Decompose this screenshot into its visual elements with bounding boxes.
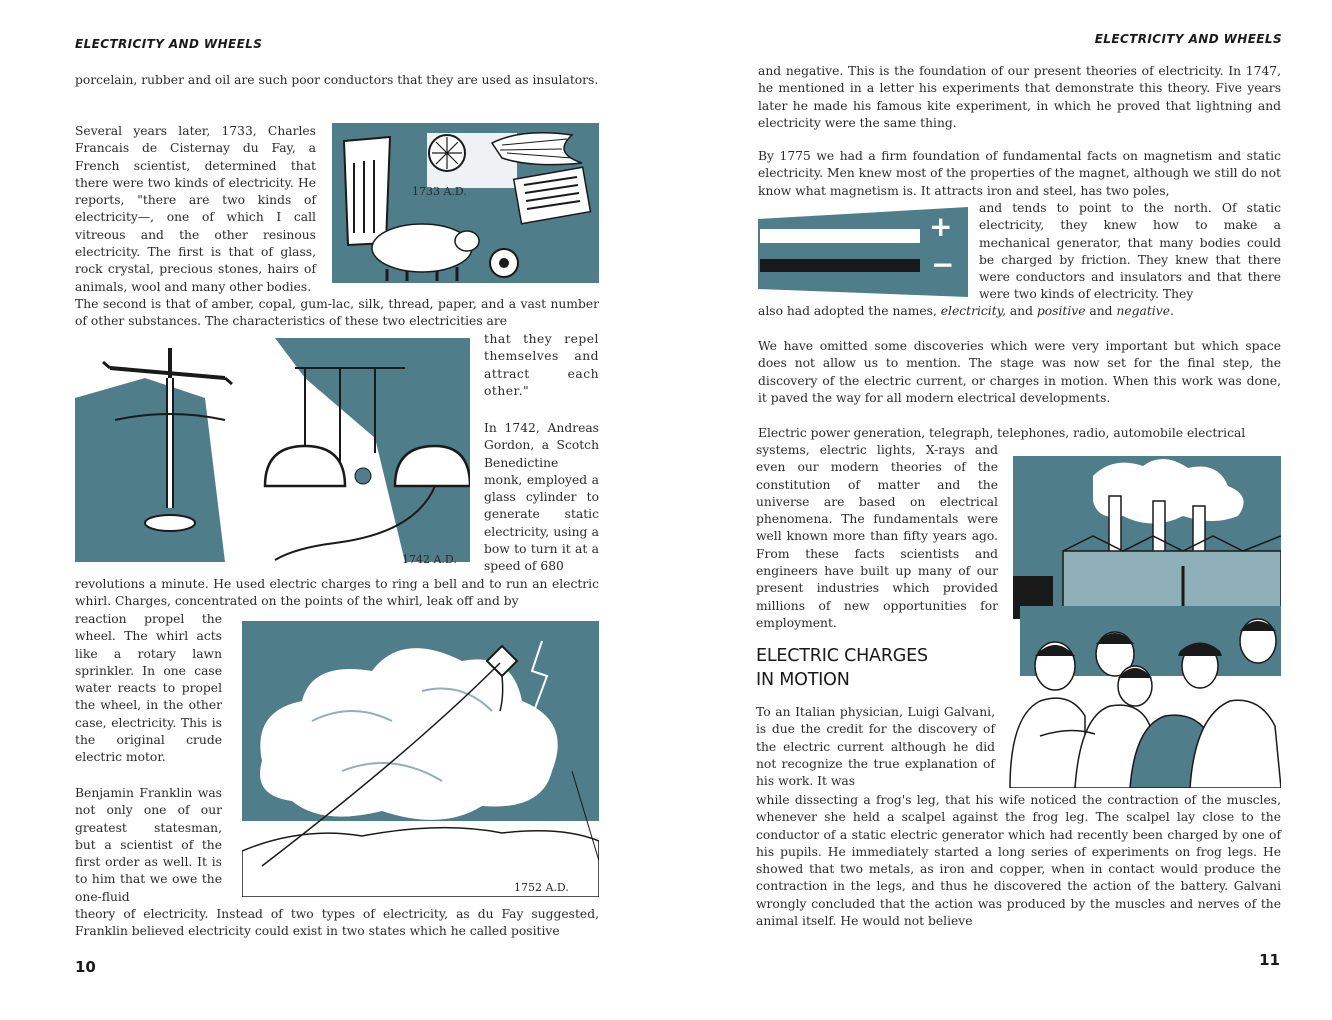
minus-sign: − [931,248,955,281]
right-paragraph-galvani: To an Italian physician, Luigi Galvani, is due the credit for the discovery of the electric current although he did not recognize the true explanation of his work. It was [756,705,995,789]
plus-sign: + [929,210,953,243]
right-paragraph-2-cont: and tends to point to the north. Of static electricity, they knew how to make a mechanical generator, that many bodies could be charged by friction. They knew that there were conductors and insulators and that there were two kinds of electricity. They [979,201,1281,302]
illustration-scientists [1000,606,1281,788]
illustration-factory [1013,456,1281,619]
page-number-left: 10 [75,958,96,976]
running-head-left: ELECTRICITY AND WHEELS [75,37,263,51]
illustration-1733 [332,123,599,283]
page-number-right: 11 [1259,951,1280,969]
caption-1752: 1752 A.D. [514,881,569,894]
right-paragraph-3: We have omitted some discoveries which were very important but which space does not allow us to mention. The stage was now set for the final step, the discovery of the electric current, or charges in motion. When this work was done, it paved the way for all modern electrical developments. [758,339,1281,405]
caption-1733: 1733 A.D. [412,185,467,198]
caption-1742: 1742 A.D. [402,553,457,566]
left-paragraph-franklin: Benjamin Franklin was not only one of our greatest statesman, but a scientist of the first order as well. It is to him that we owe the one-fluid [75,786,222,904]
illustration-1742 [75,338,470,562]
running-head-right: ELECTRICITY AND WHEELS [1094,32,1282,46]
illustration-1752 [242,621,599,897]
right-paragraph-4-cont: systems, electric lights, X-rays and even our modern theories of the constitution of matter and the universe are based on electrical phenomena. The fundamentals were well known more than fifty years ago. From these facts scientists and engineers have built up many of our present industries which provided millions of new opportunities for employment. [756,443,998,630]
left-paragraph-gordon-cont: revolutions a minute. He used electric charges to ring a bell and to run an electric whirl. Charges, concentrated on the points of the whirl, leak off and by [75,577,599,609]
right-paragraph-4: Electric power generation, telegraph, telephones, radio, automobile electrical [758,426,1246,440]
left-paragraph-gordon: In 1742, Andreas Gordon, a Scotch Benedictine monk, employed a glass cylinder to generate static electricity, using a bow to turn it at a speed of 680 [484,421,599,574]
left-paragraph-repel: that they repel themselves and attract each other." [484,332,599,398]
left-paragraph-franklin-cont: theory of electricity. Instead of two types of electricity, as du Fay suggested, Franklin believed electricity could exist in two states which he called positive [75,907,599,939]
left-paragraph-whirl: reaction propel the wheel. The whirl acts like a rotary lawn sprinkler. In one case water reacts to propel the wheel, in the other case, electricity. This is the original crude electric motor. [75,612,222,765]
section-heading-line1: ELECTRIC CHARGES [756,646,928,666]
left-paragraph-dufay: Several years later, 1733, Charles Francais de Cisternay du Fay, a French scientist, determined that there were two kinds of electricity. He reports, "there are two kinds of electricity—, one of which I call vitreous and the other resinous electricity. The first is that of glass, rock crystal, precious stones, hairs of animals, wool and many other bodies. [75,124,316,294]
right-paragraph-1: and negative. This is the foundation of our present theories of electricity. In 1747, he mentioned in a letter his experiments that demonstrate this theory. Five years later he made his famous kite experiment, in which he proved that lightning and electricity were the same thing. [758,64,1281,130]
left-paragraph-dufay-cont: The second is that of amber, copal, gum-lac, silk, thread, paper, and a vast number of other substances. The characteristics of these two electricities are [75,297,599,329]
left-paragraph-1: porcelain, rubber and oil are such poor conductors that they are used as insulators. [75,73,599,87]
right-paragraph-galvani-cont: while dissecting a frog's leg, that his wife noticed the contraction of the muscles, whenever she held a scalpel against the frog leg. The scalpel lay close to the conductor of a static electric generator which had recently been charged by one of his pupils. He immediately started a long series of experiments on frog legs. He showed that two metals, as iron and copper, when in contact would produce the contraction in the legs, and thus he discovered the action of the battery. Galvani wrongly concluded that the action was produced by the muscles and nerves of the animal itself. He would not believe [756,793,1281,929]
right-paragraph-2: By 1775 we had a firm foundation of fundamental facts on magnetism and static electricity. Men knew most of the properties of the magnet, although we still do not know what magnetism is. It attracts iron and steel, has two poles, [758,149,1281,198]
section-heading-line2: IN MOTION [756,670,850,690]
right-paragraph-2-end: also had adopted the names, electricity, and positive and negative. [758,304,1174,318]
